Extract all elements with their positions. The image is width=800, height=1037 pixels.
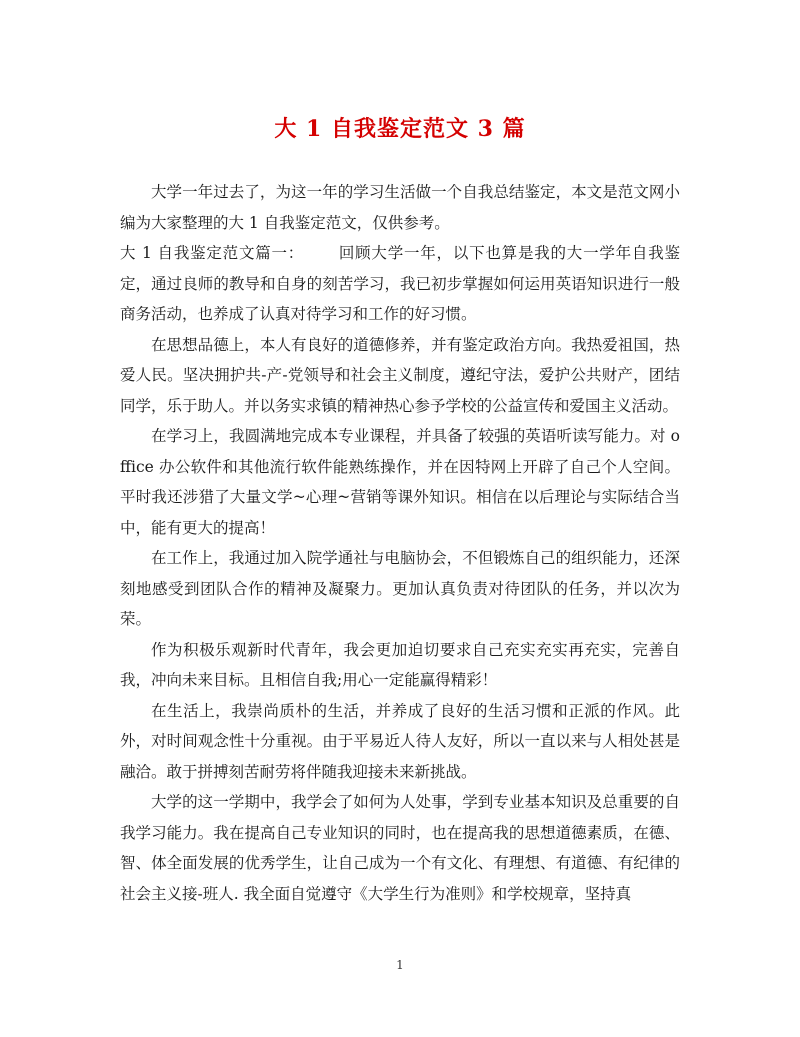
paragraph-life: 在生活上，我崇尚质朴的生活，并养成了良好的生活习惯和正派的作风。此外，对时间观念性十分重视。由于平易近人待人友好，所以一直以来与人相处甚是融洽。敢于拼搏刻苦耐劳将伴随我迎接未来新挑战。 — [120, 701, 680, 781]
intro-paragraph: 大学一年过去了，为这一年的学习生活做一个自我总结鉴定，本文是范文网小编为大家整理的大 1 自我鉴定范文，仅供参考。 — [120, 183, 680, 232]
document-title: 大 1 自我鉴定范文 3 篇 — [274, 116, 526, 142]
paragraph-youth: 作为积极乐观新时代青年，我会更加迫切要求自己充实充实再充实，完善自我，冲向未来目标。且相信自我;用心一定能赢得精彩！ — [120, 640, 680, 689]
document-body — [120, 177, 680, 909]
section1-lead: 回顾大学一年，以下也算是我的大一学年自我鉴定，通过良师的教导和自身的刻苦学习，我已初步掌握如何运用英语知识进行一般商务活动，也养成了认真对待学习和工作的好习惯。 — [120, 244, 680, 323]
paragraph-study: 在学习上，我圆满地完成本专业课程，并具备了较强的英语听读写能力。对 office 办公软件和其他流行软件能熟练操作，并在因特网上开辟了自己个人空间。平时我还涉猎了大量文学~心理~营销等课外知识。相信在以后理论与实际结合当中，能有更大的提高！ — [120, 427, 680, 537]
section1-heading: 大 1 自我鉴定范文篇一： — [120, 244, 305, 262]
paragraph-work: 在工作上，我通过加入院学通社与电脑协会，不但锻炼自己的组织能力，还深刻地感受到团队合作的精神及凝聚力。更加认真负责对待团队的任务，并以次为荣。 — [120, 549, 680, 628]
page-number: 1 — [396, 958, 404, 972]
paragraph-semester: 大学的这一学期中，我学会了如何为人处事，学到专业基本知识及总重要的自我学习能力。我在提高自己专业知识的同时，也在提高我的思想道德素质，在德、智、体全面发展的优秀学生，让自己成为一个有文化、有理想、有道德、有纪律的社会主义接-班人. 我全面自觉遵守《大学生行为准则》和学校规章，坚持真 — [120, 793, 680, 903]
paragraph-morality: 在思想品德上，本人有良好的道德修养，并有鉴定政治方向。我热爱祖国，热爱人民。坚决拥护共-产-党领导和社会主义制度，遵纪守法，爱护公共财产，团结同学，乐于助人。并以务实求镇的精神热心参予学校的公益宣传和爱国主义活动。 — [120, 335, 680, 415]
section1-paragraph — [120, 238, 680, 330]
